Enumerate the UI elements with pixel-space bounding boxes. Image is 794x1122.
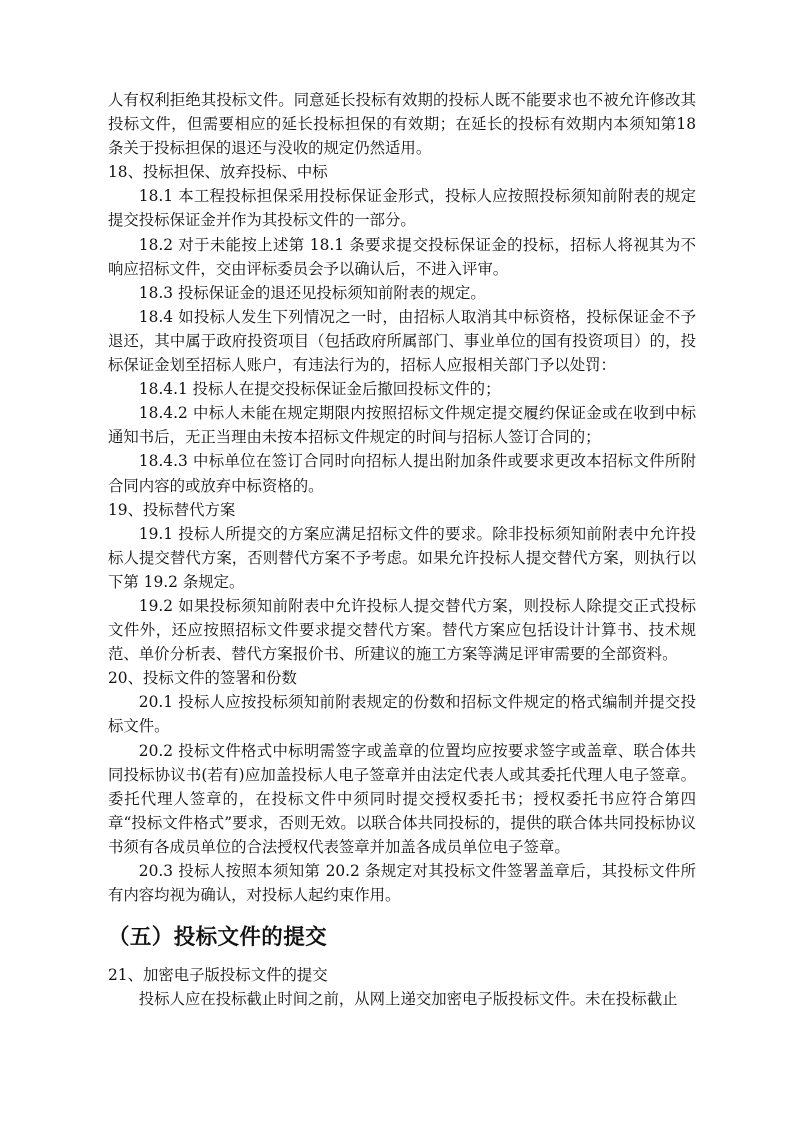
paragraph-continuation: 人有权利拒绝其投标文件。同意延长投标有效期的投标人既不能要求也不被允许修改其投标文件，但需要相应的延长投标担保的有效期；在延长的投标有效期内本须知第18条关于投标担保的退还与没收的规定仍然适用。	[108, 91, 696, 158]
clause-18-2: 18.2 对于未能按上述第 18.1 条要求提交投标保证金的投标，招标人将视其为不响应招标文件，交由评标委员会予以确认后，不进入评审。	[108, 235, 696, 278]
clause-18-1: 18.1 本工程投标担保采用投标保证金形式，投标人应按照投标须知前附表的规定提交投标保证金并作为其投标文件的一部分。	[108, 187, 696, 230]
section-18-title: 18、投标担保、放弃投标、中标	[108, 163, 328, 182]
document-page	[108, 88, 696, 1011]
clause-18-4: 18.4 如投标人发生下列情况之一时，由招标人取消其中标资格，投标保证金不予退还，其中属于政府投资项目（包括政府所属部门、事业单位的国有投资项目）的，投标保证金划至招标人账户，有违法行为的，招标人应报相关部门予以处罚：	[108, 307, 696, 375]
section-heading-5: （五）投标文件的提交	[108, 925, 328, 951]
clause-21-body: 投标人应在投标截止时间之前，从网上递交加密电子版投标文件。未在投标截止	[138, 990, 678, 1009]
clause-20-1: 20.1 投标人应按投标须知前附表规定的份数和招标文件规定的格式编制并提交投标文件。	[108, 693, 696, 736]
clause-18-3: 18.3 投标保证金的退还见投标须知前附表的规定。	[138, 283, 486, 302]
clause-18-4-2: 18.4.2 中标人未能在规定期限内按照招标文件规定提交履约保证金或在收到中标通知书后，无正当理由未按本招标文件规定的时间与招标人签订合同的；	[108, 404, 696, 447]
section-20-title: 20、投标文件的签署和份数	[108, 669, 297, 688]
clause-19-1: 19.1 投标人所提交的方案应满足招标文件的要求。除非投标须知前附表中允许投标人提交替代方案，否则替代方案不予考虑。如果允许投标人提交替代方案，则执行以下第 19.2 条规定。	[108, 524, 696, 591]
section-21-title: 21、加密电子版投标文件的提交	[108, 966, 328, 985]
clause-18-4-3: 18.4.3 中标单位在签订合同时向招标人提出附加条件或要求更改本招标文件所附合同内容的或放弃中标资格的。	[108, 452, 696, 495]
clause-20-2: 20.2 投标文件格式中标明需签字或盖章的位置均应按要求签字或盖章、联合体共同投标协议书(若有)应加盖投标人电子签章并由法定代表人或其委托代理人电子签章。委托代理人签章的，在投标文件中须同时提交授权委托书；授权委托书应符合第四章“投标文件格式”要求，否则无效。以联合体共同投标的，提供的联合体共同投标协议书须有各成员单位的合法授权代表签章并加盖各成员单位电子签章。	[108, 741, 696, 856]
clause-20-3: 20.3 投标人按照本须知第 20.2 条规定对其投标文件签署盖章后，其投标文件所有内容均视为确认，对投标人起约束作用。	[108, 862, 696, 905]
clause-18-4-1: 18.4.1 投标人在提交投标保证金后撤回投标文件的；	[138, 380, 501, 399]
clause-19-2: 19.2 如果投标须知前附表中允许投标人提交替代方案，则投标人除提交正式投标文件外，还应按照招标文件要求提交替代方案。替代方案应包括设计计算书、技术规范、单价分析表、替代方案报价书、所建议的施工方案等满足评审需要的全部资料。	[108, 596, 696, 664]
section-19-title: 19、投标替代方案	[108, 500, 236, 519]
